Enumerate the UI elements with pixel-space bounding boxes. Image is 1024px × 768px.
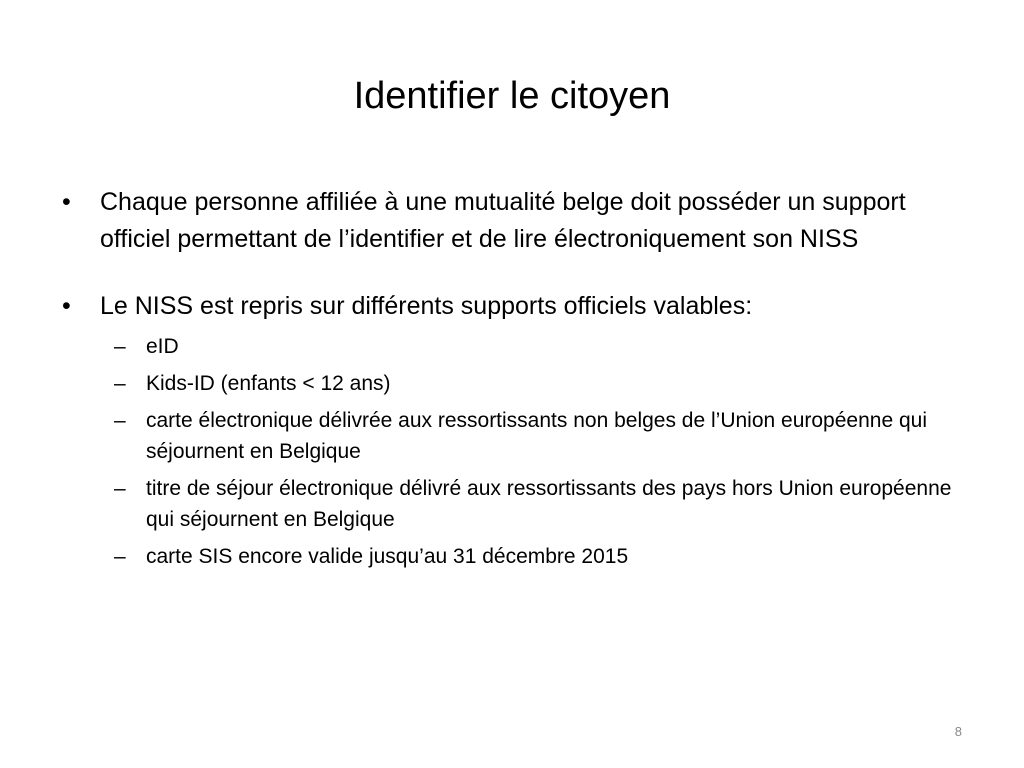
bullet-text: Le NISS est repris sur différents supports officiels valables: xyxy=(100,292,753,320)
bullet-item xyxy=(62,288,962,325)
bullet-marker: • xyxy=(62,292,71,320)
sub-bullet-marker: – xyxy=(114,409,126,432)
sub-bullet-text: carte électronique délivrée aux ressortissants non belges de l’Union européenne qui séjournent en Belgique xyxy=(146,409,927,463)
sub-bullet-list xyxy=(114,331,962,572)
sub-bullet-text: titre de séjour électronique délivré aux ressortissants des pays hors Union européenne qui séjournent en Belgique xyxy=(146,477,952,531)
sub-bullet-marker: – xyxy=(114,545,126,568)
sub-bullet-text: carte SIS encore valide jusqu’au 31 décembre 2015 xyxy=(146,545,629,568)
bullet-text: Chaque personne affiliée à une mutualité belge doit posséder un support officiel permettant de l’identifier et de lire électroniquement son NISS xyxy=(100,188,906,253)
sub-bullet-text: eID xyxy=(146,335,179,358)
sub-bullet-item xyxy=(114,405,962,467)
sub-bullet-text: Kids-ID (enfants < 12 ans) xyxy=(146,372,391,395)
sub-bullet-marker: – xyxy=(114,477,126,500)
bullet-marker: • xyxy=(62,188,71,216)
bullet-item xyxy=(62,184,962,258)
sub-bullet-item xyxy=(114,473,962,535)
sub-bullet-marker: – xyxy=(114,335,126,358)
slide-content xyxy=(62,184,962,572)
slide-title: Identifier le citoyen xyxy=(353,75,671,117)
sub-bullet-item xyxy=(114,368,962,399)
page-number: 8 xyxy=(954,724,962,739)
sub-bullet-item xyxy=(114,541,962,572)
sub-bullet-marker: – xyxy=(114,372,126,395)
sub-bullet-item xyxy=(114,331,962,362)
